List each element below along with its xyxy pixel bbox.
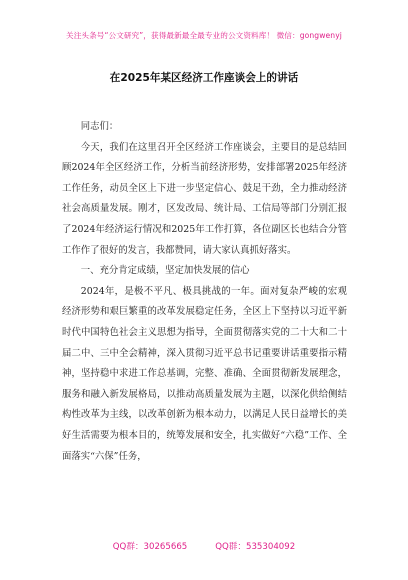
- salutation: 同志们：: [80, 121, 119, 132]
- paragraph: 今天，我们在这里召开全区经济工作座谈会，主要目的是总结回顾2024年全区经济工作，分析当前经济形势，安排部署2025年经济工作任务，动员全区上下进一步坚定信心、鼓足干劲，全力推动经济社会高质量发展。刚才，区发改局、统计局、工信局等部门分别汇报了2024年经济运行情况和2025年工作打算，各位副区长也结合分管工作作了很好的发言，我都赞同，请大家认真抓好落实。: [62, 141, 347, 256]
- document-body: [62, 117, 347, 467]
- top-banner: 关注头条号“公文研究”，获得最新最全最专业的公文资料库！ 微信：gongwenyj: [66, 31, 342, 40]
- footer-qq-group-2: QQ群：535304092: [215, 542, 296, 552]
- document-title: 在2025年某区经济工作座谈会上的讲话: [109, 72, 299, 84]
- section-heading: 一、充分肯定成绩，坚定加快发展的信心: [80, 265, 250, 277]
- footer-qq-groups: [0, 540, 408, 552]
- paragraph: 2024年，是极不平凡、极具挑战的一年。面对复杂严峻的宏观经济形势和艰巨繁重的改革发展稳定任务，全区上下坚持以习近平新时代中国特色社会主义思想为指导，全面贯彻落实党的二十大和二十届二中、三中全会精神，深入贯彻习近平总书记重要讲话重要指示精神，坚持稳中求进工作总基调，完整、准确、全面贯彻新发展理念，服务和融入新发展格局，以推动高质量发展为主题，以深化供给侧结构性改革为主线，以改革创新为根本动力，以满足人民日益增长的美好生活需要为根本目的，统筹发展和安全，扎实做好“六稳”工作、全面落实“六保”任务，: [62, 285, 347, 462]
- footer-qq-group-1: QQ群：30265665: [112, 542, 188, 552]
